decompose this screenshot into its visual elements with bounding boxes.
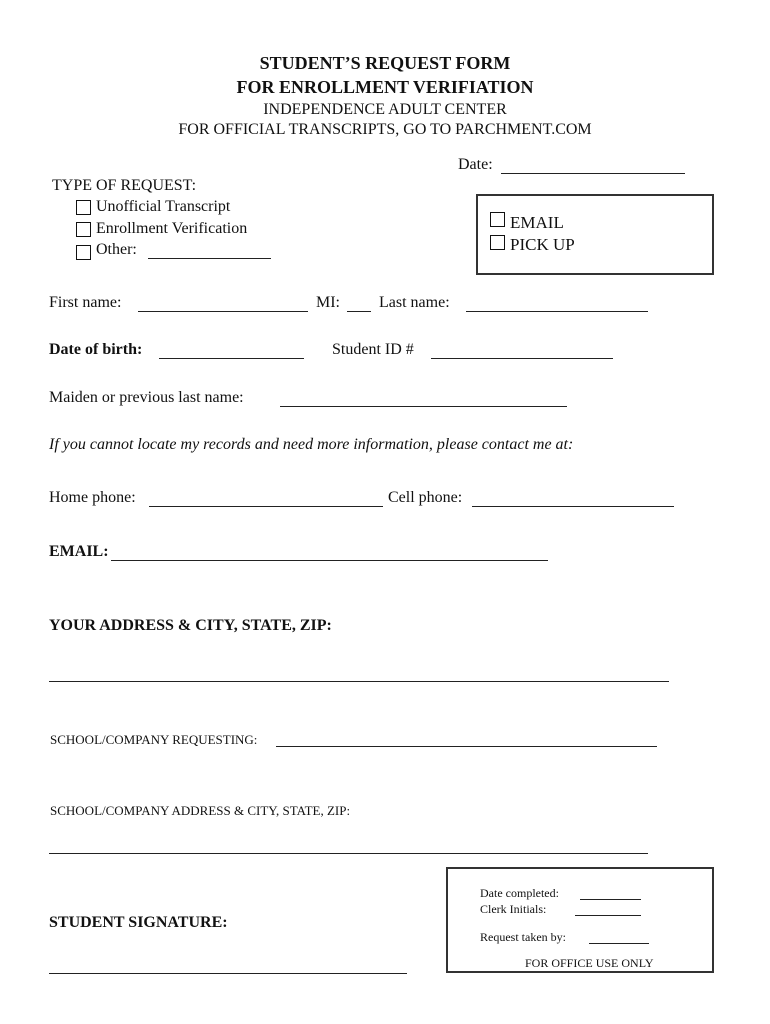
other-field[interactable] (148, 258, 271, 259)
maiden-name-field[interactable] (280, 406, 567, 407)
enrollment-verification-checkbox[interactable] (76, 222, 91, 237)
signature-label: STUDENT SIGNATURE: (49, 914, 228, 931)
unofficial-transcript-label: Unofficial Transcript (96, 198, 231, 215)
school-address-field[interactable] (49, 853, 648, 854)
email-option-label: EMAIL (510, 213, 564, 232)
clerk-initials-label: Clerk Initials: (480, 902, 547, 916)
home-phone-label: Home phone: (49, 489, 136, 506)
other-label: Other: (96, 241, 137, 258)
first-name-field[interactable] (138, 311, 308, 312)
date-label: Date: (458, 156, 493, 173)
mi-label: MI: (316, 294, 340, 311)
last-name-label: Last name: (379, 294, 450, 311)
signature-field[interactable] (49, 973, 407, 974)
cell-phone-label: Cell phone: (388, 489, 463, 506)
office-use-footer: FOR OFFICE USE ONLY (525, 956, 654, 970)
email-checkbox[interactable] (490, 212, 505, 227)
contact-note: If you cannot locate my records and need more information, please contact me at: (49, 436, 574, 453)
cell-phone-field[interactable] (472, 506, 674, 507)
request-taken-by-label: Request taken by: (480, 930, 566, 944)
date-completed-label: Date completed: (480, 886, 559, 900)
maiden-name-label: Maiden or previous last name: (49, 389, 244, 406)
last-name-field[interactable] (466, 311, 648, 312)
enrollment-verification-label: Enrollment Verification (96, 220, 248, 237)
other-checkbox[interactable] (76, 245, 91, 260)
address-label: YOUR ADDRESS & CITY, STATE, ZIP: (49, 617, 332, 634)
dob-label: Date of birth: (49, 341, 143, 358)
home-phone-field[interactable] (149, 506, 383, 507)
school-address-label: SCHOOL/COMPANY ADDRESS & CITY, STATE, ZIP: (50, 803, 351, 818)
form-title-line1: STUDENT’S REQUEST FORM (259, 53, 511, 73)
dob-field[interactable] (159, 358, 304, 359)
email-field[interactable] (111, 560, 548, 561)
school-requesting-label: SCHOOL/COMPANY REQUESTING: (50, 732, 258, 747)
pickup-option-label: PICK UP (510, 235, 575, 254)
request-type-heading: TYPE OF REQUEST: (52, 177, 197, 194)
date-field[interactable] (501, 173, 685, 174)
school-requesting-field[interactable] (276, 746, 657, 747)
pickup-checkbox[interactable] (490, 235, 505, 250)
unofficial-transcript-checkbox[interactable] (76, 200, 91, 215)
request-taken-by-field[interactable] (589, 943, 649, 944)
clerk-initials-field[interactable] (575, 915, 641, 916)
transcript-note: FOR OFFICIAL TRANSCRIPTS, GO TO PARCHMENT.COM (178, 121, 592, 138)
address-field[interactable] (49, 681, 669, 682)
school-name: INDEPENDENCE ADULT CENTER (263, 101, 507, 118)
date-completed-field[interactable] (580, 899, 641, 900)
email-label: EMAIL: (49, 543, 109, 560)
form-title-line2: FOR ENROLLMENT VERIFIATION (236, 77, 534, 97)
student-id-label: Student ID # (332, 341, 414, 358)
mi-field[interactable] (347, 311, 371, 312)
first-name-label: First name: (49, 294, 122, 311)
student-id-field[interactable] (431, 358, 613, 359)
